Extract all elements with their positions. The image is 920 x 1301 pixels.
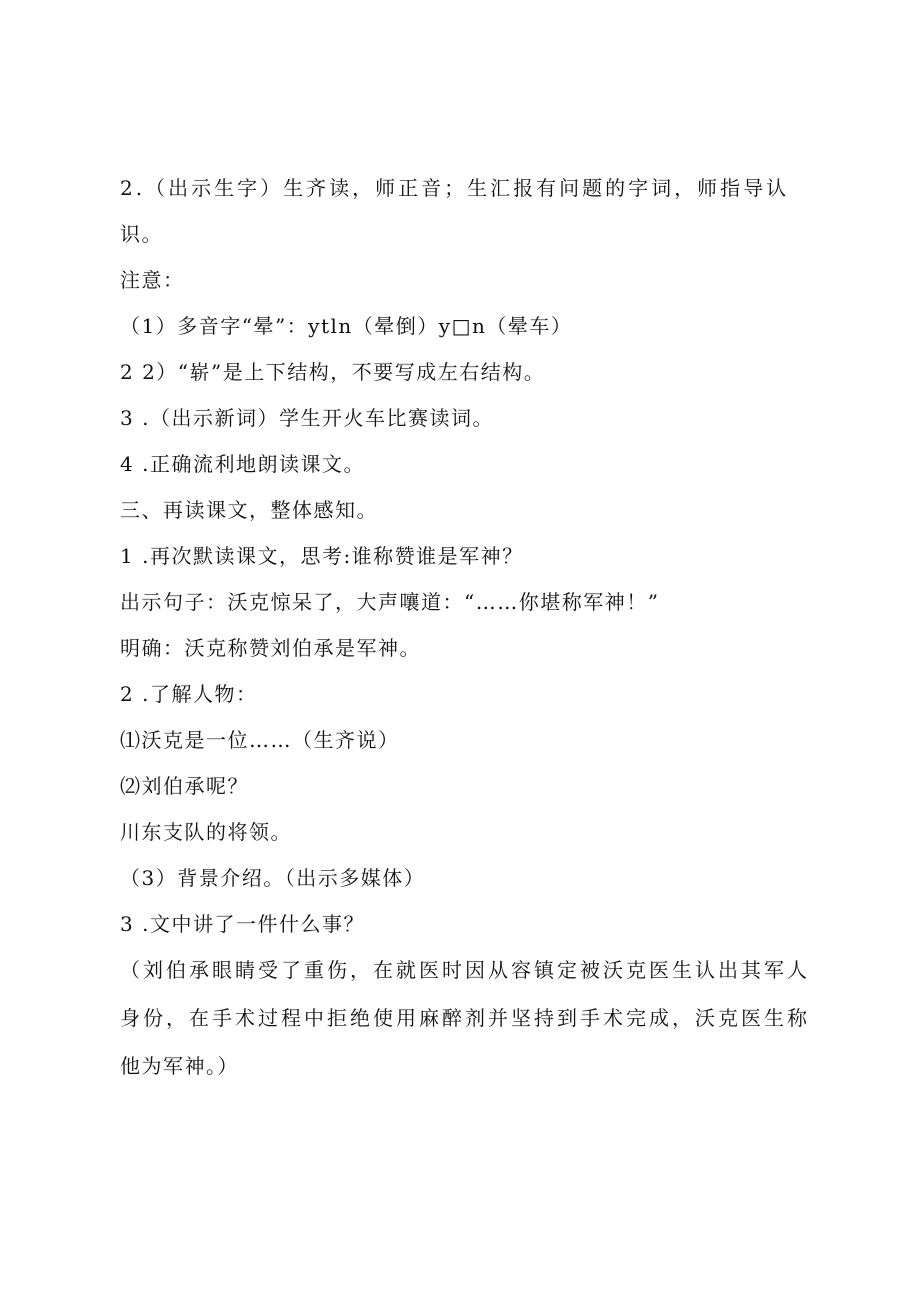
text-line-5: 2 2）“崭”是上下结构，不要写成左右结构。 bbox=[120, 360, 546, 384]
text-line-12: 2 .了解人物： bbox=[120, 682, 258, 706]
text-line-15: 川东支队的将领。 bbox=[120, 820, 292, 844]
text-line-11: 明确：沃克称赞刘伯承是军神。 bbox=[120, 636, 421, 660]
text-line-7: 4 .正确流利地朗读课文。 bbox=[120, 452, 365, 476]
text-line-9: 1 .再次默读课文，思考:谁称赞谁是军神？ bbox=[120, 544, 524, 568]
text-line-13: ⑴沃克是一位……（生齐说） bbox=[120, 728, 400, 752]
text-line-3: 注意： bbox=[120, 268, 185, 292]
text-line-18: （刘伯承眼睛受了重伤，在就医时因从容镇定被沃克医生认出其军人 bbox=[120, 958, 810, 982]
section-heading: 三、再读课文，整体感知。 bbox=[120, 498, 378, 522]
text-line-1: 2.（出示生字）生齐读，师正音；生汇报有问题的字词，师指导认 bbox=[120, 176, 790, 200]
text-line-16: （3）背景介绍。（出示多媒体） bbox=[120, 866, 426, 890]
text-line-20: 他为军神。） bbox=[120, 1054, 239, 1078]
text-line-6: 3 .（出示新词）学生开火车比赛读词。 bbox=[120, 406, 494, 430]
text-line-17: 3 .文中讲了一件什么事？ bbox=[120, 912, 365, 936]
text-line-4: （1）多音字“晕”：ytln（晕倒）y□n（晕车） bbox=[120, 314, 573, 338]
text-line-2: 识。 bbox=[120, 222, 163, 246]
text-line-14: ⑵刘伯承呢？ bbox=[120, 774, 249, 798]
text-line-10: 出示句子：沃克惊呆了，大声嚷道：“……你堪称军神！” bbox=[120, 590, 660, 614]
text-line-19: 身份，在手术过程中拒绝使用麻醉剂并坚持到手术完成，沃克医生称 bbox=[120, 1006, 810, 1030]
